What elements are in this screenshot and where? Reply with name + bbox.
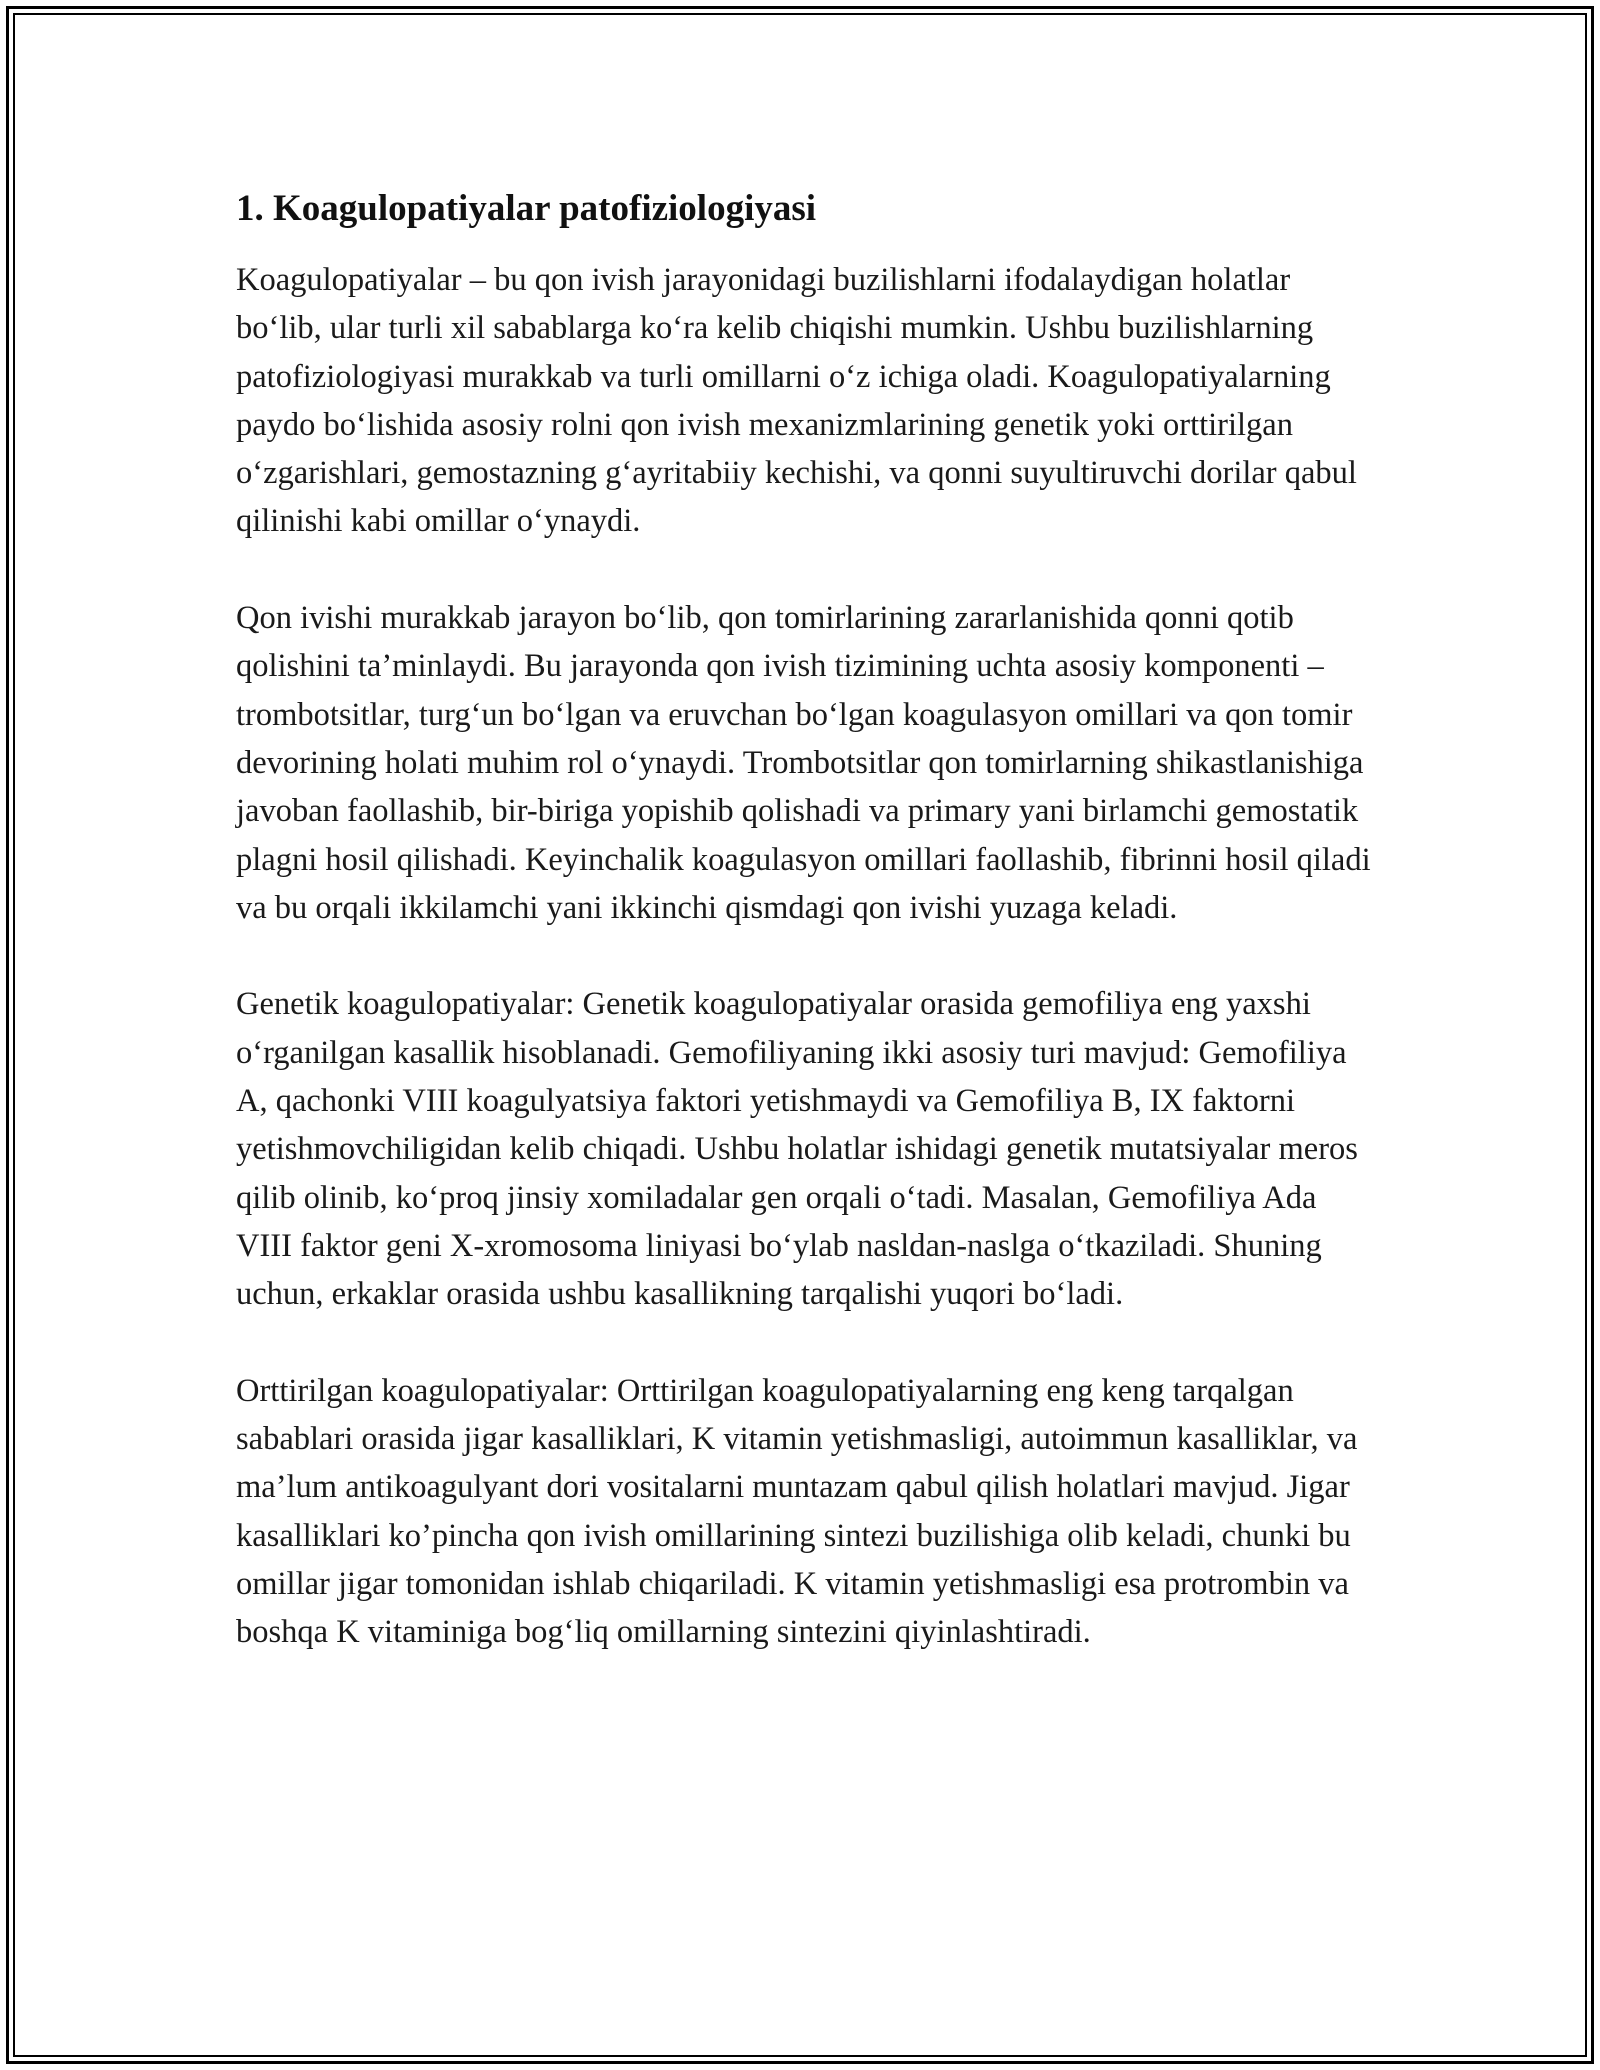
paragraph-coagulation-process: Qon ivishi murakkab jarayon bo‘lib, qon tomirlarining zararlanishida qonni qotib qolishini ta’minlaydi. Bu jarayonda qon ivish tizimining uchta asosiy komponenti – trombotsitlar, turg‘un bo‘lgan va eruvchan bo‘lgan koagulasyon omillari va qon tomir devorining holati muhim rol o‘ynaydi. Trombotsitlar qon tomirlarning shikastlanishiga javoban faollashib, bir-biriga yopishib qolishadi va primary yani birlamchi gemostatik plagni hosil qilishadi. Keyinchalik koagulasyon omillari faollashib, fibrinni hosil qiladi va bu orqali ikkilamchi yani ikkinchi qismdagi qon ivishi yuzaga keladi.	[236, 600, 1371, 926]
document-body	[236, 186, 1376, 1657]
paragraph-acquired-coagulopathies: Orttirilgan koagulopatiyalar: Orttirilgan koagulopatiyalarning eng keng tarqalgan sabablari orasida jigar kasalliklari, K vitamin yetishmasligi, autoimmun kasalliklar, va ma’lum antikoagulyant dori vositalarni muntazam qabul qilish holatlari mavjud. Jigar kasalliklari ko’pincha qon ivish omillarining sintezi buzilishiga olib keladi, chunki bu omillar jigar tomonidan ishlab chiqariladi. K vitamin yetishmasligi esa protrombin va boshqa K vitaminiga bog‘liq omillarning sintezini qiyinlashtiradi.	[236, 1372, 1358, 1651]
section-heading: 1. Koagulopatiyalar patofiziologiyasi	[236, 188, 817, 229]
paragraph-genetic-coagulopathies: Genetik koagulopatiyalar: Genetik koagulopatiyalar orasida gemofiliya eng yaxshi o‘rganilgan kasallik hisoblanadi. Gemofiliyaning ikki asosiy turi mavjud: Gemofiliya A, qachonki VIII koagulyatsiya faktori yetishmaydi va Gemofiliya B, IX faktorni yetishmovchiligidan kelib chiqadi. Ushbu holatlar ishidagi genetik mutatsiyalar meros qilib olinib, ko‘proq jinsiy xomiladalar gen orqali o‘tadi. Masalan, Gemofiliya Ada VIII faktor geni X-xromosoma liniyasi bo‘ylab nasldan-naslga o‘tkaziladi. Shuning uchun, erkaklar orasida ushbu kasallikning tarqalishi yuqori bo‘ladi.	[236, 986, 1358, 1313]
paragraph-intro: Koagulopatiyalar – bu qon ivish jarayonidagi buzilishlarni ifodalaydigan holatlar bo‘lib, ular turli xil sabablarga ko‘ra kelib chiqishi mumkin. Ushbu buzilishlarning patofiziologiyasi murakkab va turli omillarni o‘z ichiga oladi. Koagulopatiyalarning paydo bo‘lishida asosiy rolni qon ivish mexanizmlarining genetik yoki orttirilgan o‘zgarishlari, gemostazning g‘ayritabiiy kechishi, va qonni suyultiruvchi dorilar qabul qilinishi kabi omillar o‘ynaydi.	[236, 262, 1357, 540]
